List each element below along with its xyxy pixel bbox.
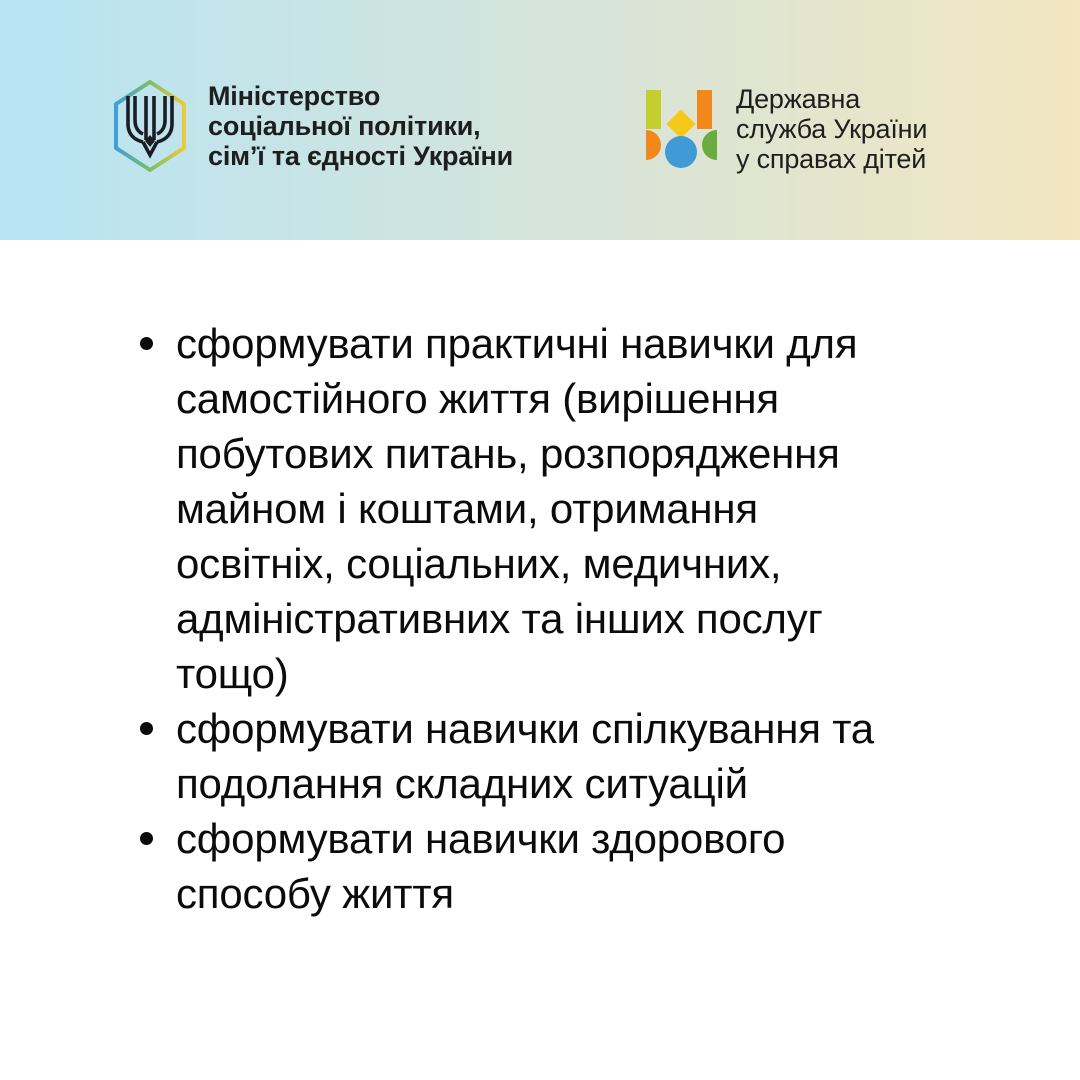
header-band [0,0,1080,240]
service-name [736,84,927,174]
text-line: сформувати навички здорового [176,815,786,862]
text-line: освітніх, соціальних, медичних, [176,540,782,587]
ministry-name-line: сім’ї та єдності України [208,141,514,171]
ministry-name-line: соціальної політики, [208,111,481,141]
bullet-dot [140,832,153,845]
lime-bar-shape [646,90,661,129]
list-item-text [176,701,874,811]
service-logo-group [646,84,927,174]
orange-bar-shape [697,90,712,129]
ministry-logo-group [110,80,513,172]
text-line: побутових питань, розпорядження [176,430,840,477]
service-name-line: у справах дітей [736,144,927,174]
service-name-line: Державна [736,84,861,114]
trident-hexagon-icon [110,80,190,172]
list-item [140,811,1080,921]
text-line: подолання складних ситуацій [176,760,748,807]
text-line: сформувати навички спілкування та [176,705,874,752]
list-item [140,316,1080,701]
text-line: майном і коштами, отримання [176,485,758,532]
orange-halfdisc-shape [646,130,661,160]
content-area [0,240,1080,921]
list-item-text [176,811,785,921]
text-line: тощо) [176,650,289,697]
blue-circle-shape [665,136,697,168]
text-line: сформувати практичні навички для [176,320,858,367]
service-name-line: служба України [736,114,928,144]
text-line: способу життя [176,870,454,917]
bullet-list [140,316,1080,921]
text-line: самостійного життя (вирішення [176,375,779,422]
text-line: адміністративних та інших послуг [176,595,823,642]
children-service-icon [646,88,717,170]
green-halfdisc-shape [702,130,717,160]
bullet-dot [140,722,153,735]
list-item-text [176,316,857,701]
ministry-name-line: Міністерство [208,81,381,111]
ministry-name [208,81,513,171]
bullet-dot [140,337,153,350]
list-item [140,701,1080,811]
yellow-diamond-shape [667,110,696,139]
